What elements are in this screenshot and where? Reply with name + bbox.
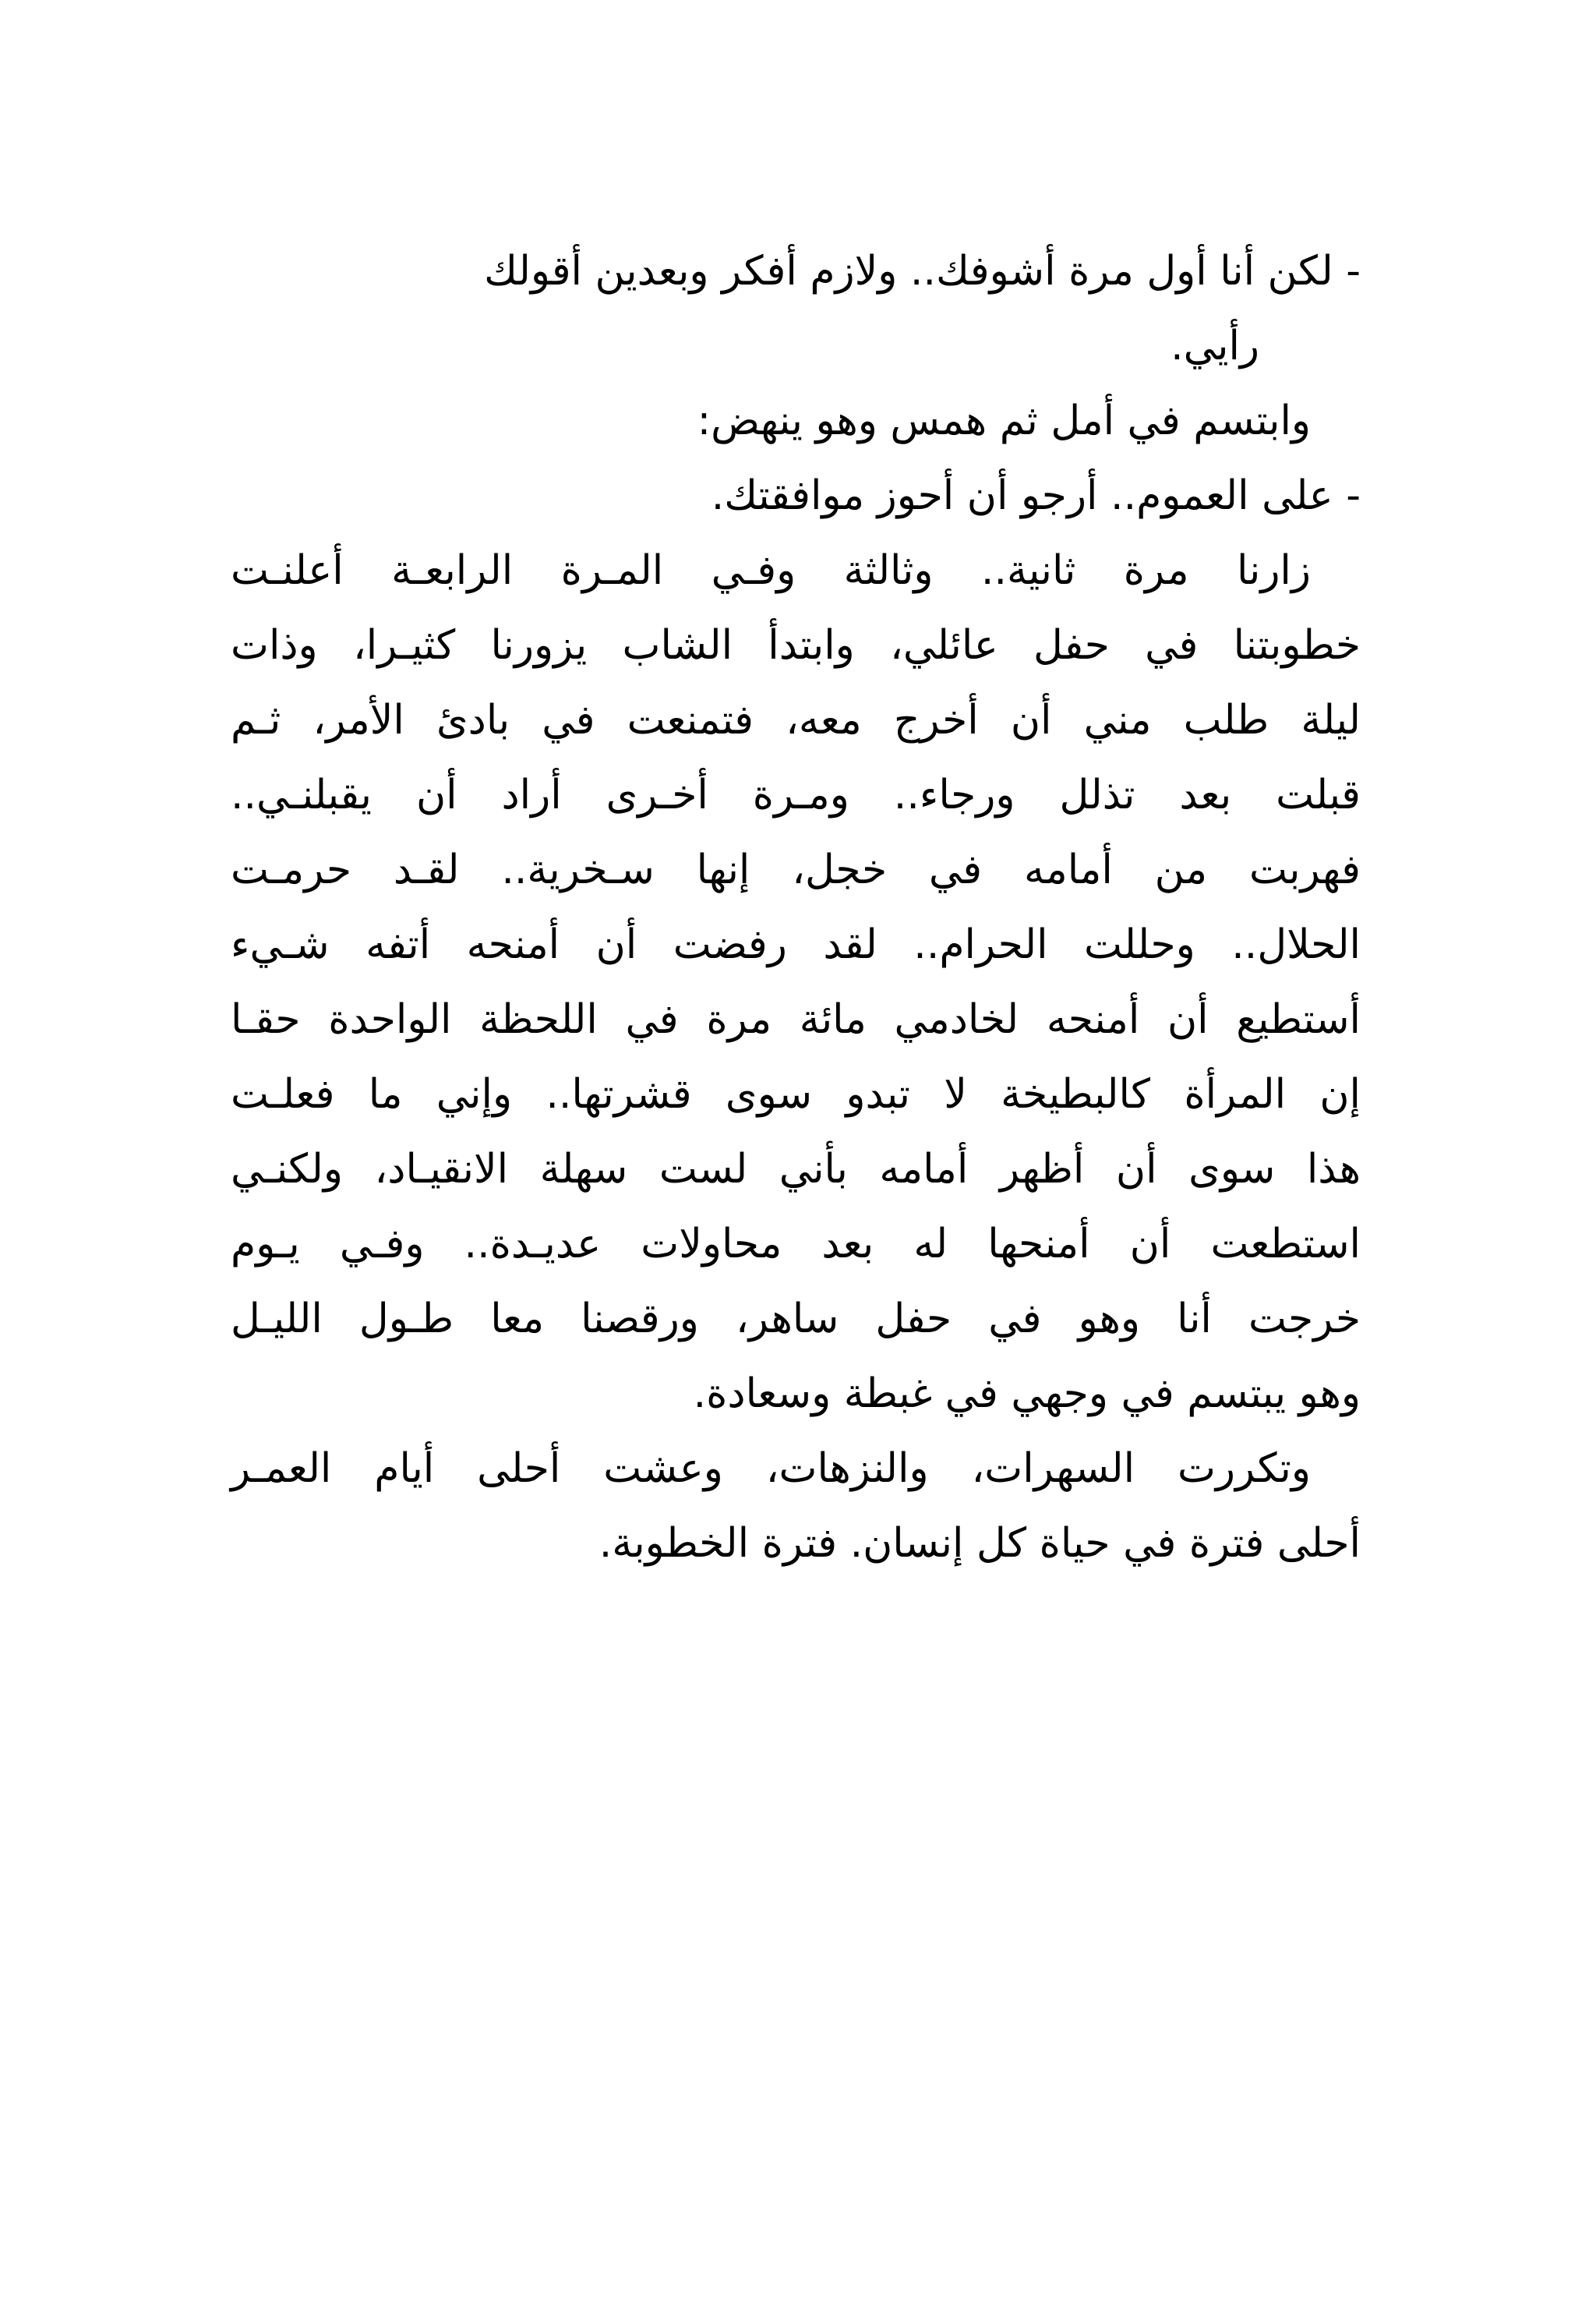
page-body-text [231, 234, 1361, 1581]
paragraph-line: وتكررت السهرات، والنزهات، وعشت أحلى أيام العمـر [231, 1445, 1311, 1492]
paragraph-line: خرجت أنا وهو في حفل ساهر، ورقصنا معا طـول الليـل [231, 1296, 1361, 1342]
paragraph-line: ليلة طلب مني أن أخرج معه، فتمنعت في بادئ الأمر، ثـم [231, 697, 1361, 744]
paragraph-line: قبلت بعد تذلل ورجاء.. ومـرة أخـرى أراد أن يقبلنـي.. [231, 772, 1361, 818]
paragraph-line: فهربت من أمامه في خجل، إنها سـخرية.. لقـد حرمـت [231, 847, 1361, 893]
paragraph-line: إن المرأة كالبطيخة لا تبدو سوى قشرتها.. وإني ما فعلـت [231, 1071, 1361, 1118]
text-line: وابتسم في أمل ثم همس وهو ينهض: [697, 398, 1311, 444]
dialogue-line: - لكن أنا أول مرة أشوفك.. ولازم أفكر وبعدين أقولك [484, 248, 1361, 295]
dialogue-line: - على العموم.. أرجو أن أحوز موافقتك. [711, 472, 1361, 519]
paragraph-line: استطعت أن أمنحها له بعد محاولات عديـدة.. وفـي يـوم [231, 1221, 1361, 1267]
paragraph-line: الحلال.. وحللت الحرام.. لقد رفضت أن أمنحه أتفه شـيء [231, 921, 1361, 968]
paragraph-line: خطوبتنا في حفل عائلي، وابتدأ الشاب يزورنا كثيـرا، وذات [231, 622, 1361, 669]
paragraph-line: وهو يبتسم في وجهي في غبطة وسعادة. [693, 1370, 1361, 1417]
text-line: رأيي. [1171, 323, 1259, 369]
paragraph-line: أستطيع أن أمنحه لخادمي مائة مرة في اللحظة الواحدة حقـا [231, 996, 1361, 1043]
paragraph-line: زارنا مرة ثانية.. وثالثة وفـي المـرة الرابعـة أعلنـت [231, 547, 1311, 594]
paragraph-line: هذا سوى أن أظهر أمامه بأني لست سهلة الانقيـاد، ولكنـي [231, 1146, 1361, 1193]
paragraph-line: أحلى فترة في حياة كل إنسان. فترة الخطوبة. [598, 1520, 1361, 1567]
